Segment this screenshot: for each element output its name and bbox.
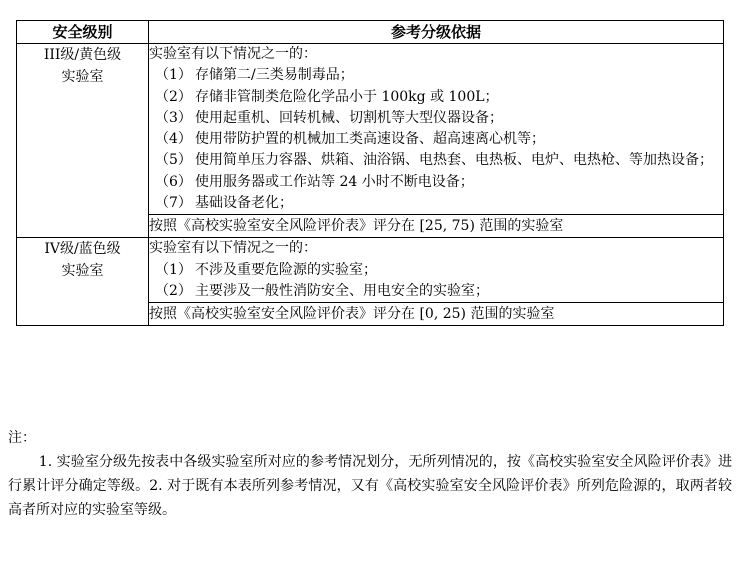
list-item: （2） 主要涉及一般性消防安全、用电安全的实验室； [155, 282, 489, 299]
table-header-row [17, 21, 724, 44]
list-item: （1） 存储第二/三类易制毒品； [155, 67, 354, 84]
list-item: （7） 基础设备老化； [155, 195, 293, 212]
footnote [8, 426, 732, 522]
grading-table [16, 20, 724, 326]
header-reference-basis: 参考分级依据 [149, 21, 724, 44]
list-item: （1） 不涉及重要危险源的实验室； [155, 261, 377, 278]
level-3-cell [17, 44, 149, 238]
level-4-intro: 实验室有以下情况之一的： [149, 240, 317, 257]
level-4-score-criterion: 按照《高校实验室安全风险评价表》评分在 [0, 25) 范围的实验室 [149, 303, 724, 326]
header-security-level: 安全级别 [17, 21, 149, 44]
table-row-level-4 [17, 238, 724, 303]
list-item: （6） 使用服务器或工作站等 24 小时不断电设备； [155, 173, 474, 190]
list-item: （2） 存储非管制类危险化学品小于 100kg 或 100L； [155, 88, 499, 105]
level-4-conditions [149, 238, 724, 303]
table-row-level-3 [17, 44, 724, 215]
note-title: 注： [8, 430, 36, 446]
level-3-label-suffix: 实验室 [61, 69, 104, 85]
level-4-label: IV级/蓝色级 [44, 241, 121, 258]
level-3-conditions [149, 44, 724, 215]
list-item: （5） 使用简单压力容器、烘箱、油浴锅、电热套、电热板、电炉、电热枪、等加热设备； [155, 152, 713, 169]
level-3-intro: 实验室有以下情况之一的： [149, 46, 317, 62]
level-4-cell [17, 238, 149, 326]
list-item: （3） 使用起重机、回转机械、切割机等大型仪器设备； [155, 109, 503, 126]
level-3-label: III级/黄色级 [43, 47, 122, 63]
note-body: 1. 实验室分级先按表中各级实验室所对应的参考情况划分，无所列情况的，按《高校实验室安全风险评价表》进行累计评分确定等级。2. 对于既有本表所列参考情况，又有《高校实验室安全风险评价表》所列危险源的，取两者较高者所对应的实验室等级。 [8, 454, 732, 518]
level-4-label-suffix: 实验室 [61, 263, 104, 280]
list-item: （4） 使用带防护置的机械加工类高速设备、超高速离心机等； [155, 131, 545, 148]
level-3-score-criterion: 按照《高校实验室安全风险评价表》评分在 [25, 75) 范围的实验室 [149, 215, 724, 238]
